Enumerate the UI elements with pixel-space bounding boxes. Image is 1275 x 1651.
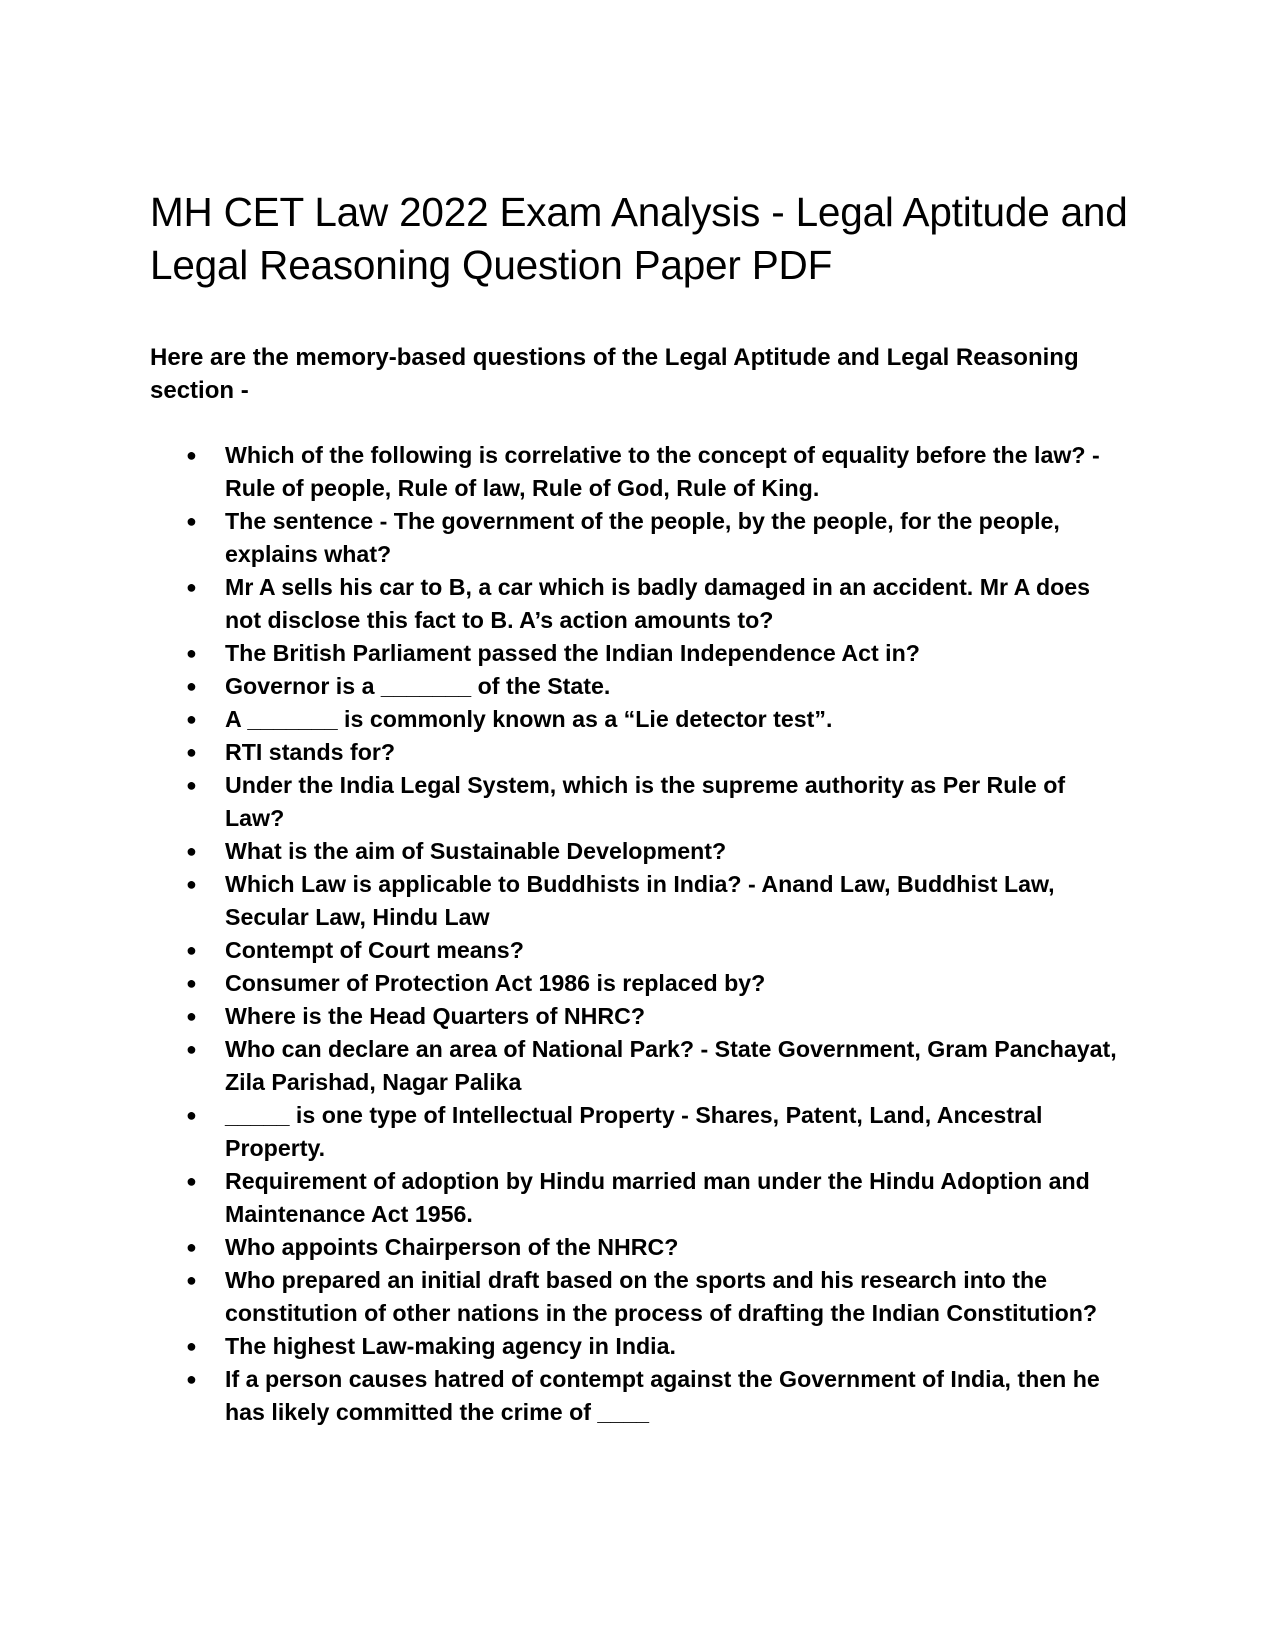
list-item	[150, 1330, 1125, 1363]
bullet-icon: ●	[186, 1336, 197, 1356]
question-text: Which of the following is correlative to the concept of equality before the law? - Rule of people, Rule of law, Rule of God, Rule of King.	[225, 442, 1100, 501]
bullet-icon: ●	[186, 709, 197, 729]
list-item	[150, 703, 1125, 736]
question-text: RTI stands for?	[225, 739, 396, 765]
list-item	[150, 835, 1125, 868]
bullet-icon: ●	[186, 940, 197, 960]
list-item	[150, 571, 1125, 637]
list-item	[150, 1099, 1125, 1165]
bullet-icon: ●	[186, 445, 197, 465]
question-text: The highest Law-making agency in India.	[225, 1333, 676, 1359]
question-text: Consumer of Protection Act 1986 is replaced by?	[225, 970, 766, 996]
bullet-icon: ●	[186, 643, 197, 663]
list-item	[150, 967, 1125, 1000]
list-item	[150, 769, 1125, 835]
list-item	[150, 1000, 1125, 1033]
list-item	[150, 670, 1125, 703]
question-text: Which Law is applicable to Buddhists in India? - Anand Law, Buddhist Law, Secular Law, Hindu Law	[225, 871, 1055, 930]
question-text: A _______ is commonly known as a “Lie detector test”.	[225, 706, 833, 732]
bullet-icon: ●	[186, 1006, 197, 1026]
list-item	[150, 868, 1125, 934]
bullet-icon: ●	[186, 577, 197, 597]
bullet-icon: ●	[186, 874, 197, 894]
bullet-icon: ●	[186, 1237, 197, 1257]
question-text: The British Parliament passed the Indian Independence Act in?	[225, 640, 920, 666]
bullet-icon: ●	[186, 1171, 197, 1191]
list-item	[150, 1231, 1125, 1264]
list-item	[150, 505, 1125, 571]
list-item	[150, 1264, 1125, 1330]
question-text: If a person causes hatred of contempt against the Government of India, then he has likely committed the crime of ____	[225, 1366, 1100, 1425]
list-item	[150, 1363, 1125, 1429]
question-text: Who appoints Chairperson of the NHRC?	[225, 1234, 679, 1260]
list-item	[150, 1165, 1125, 1231]
bullet-icon: ●	[186, 742, 197, 762]
question-text: Where is the Head Quarters of NHRC?	[225, 1003, 646, 1029]
bullet-icon: ●	[186, 775, 197, 795]
list-item	[150, 439, 1125, 505]
question-text: Under the India Legal System, which is the supreme authority as Per Rule of Law?	[225, 772, 1066, 831]
page-title: MH CET Law 2022 Exam Analysis - Legal Aptitude and Legal Reasoning Question Paper PDF	[150, 189, 1128, 288]
bullet-icon: ●	[186, 1270, 197, 1290]
question-text: Requirement of adoption by Hindu married man under the Hindu Adoption and Maintenance Act 1956.	[225, 1168, 1090, 1227]
intro-text: Here are the memory-based questions of the Legal Aptitude and Legal Reasoning section -	[150, 344, 1079, 404]
bullet-icon: ●	[186, 841, 197, 861]
bullet-icon: ●	[186, 1105, 197, 1125]
list-item	[150, 736, 1125, 769]
bullet-icon: ●	[186, 676, 197, 696]
question-text: _____ is one type of Intellectual Property - Shares, Patent, Land, Ancestral Property.	[225, 1102, 1043, 1161]
question-text: What is the aim of Sustainable Development?	[225, 838, 727, 864]
bullet-icon: ●	[186, 511, 197, 531]
question-text: Who prepared an initial draft based on the sports and his research into the constitution of other nations in the process of drafting the Indian Constitution?	[225, 1267, 1098, 1326]
list-item	[150, 637, 1125, 670]
question-text: Governor is a _______ of the State.	[225, 673, 611, 699]
question-text: Contempt of Court means?	[225, 937, 524, 963]
question-text: Who can declare an area of National Park? - State Government, Gram Panchayat, Zila Parishad, Nagar Palika	[225, 1036, 1117, 1095]
list-item	[150, 1033, 1125, 1099]
bullet-icon: ●	[186, 1369, 197, 1389]
list-item	[150, 934, 1125, 967]
question-text: Mr A sells his car to B, a car which is badly damaged in an accident. Mr A does not disclose this fact to B. A’s action amounts to?	[225, 574, 1091, 633]
bullet-icon: ●	[186, 973, 197, 993]
question-text: The sentence - The government of the people, by the people, for the people, explains what?	[225, 508, 1060, 567]
question-list	[150, 439, 1125, 1429]
bullet-icon: ●	[186, 1039, 197, 1059]
